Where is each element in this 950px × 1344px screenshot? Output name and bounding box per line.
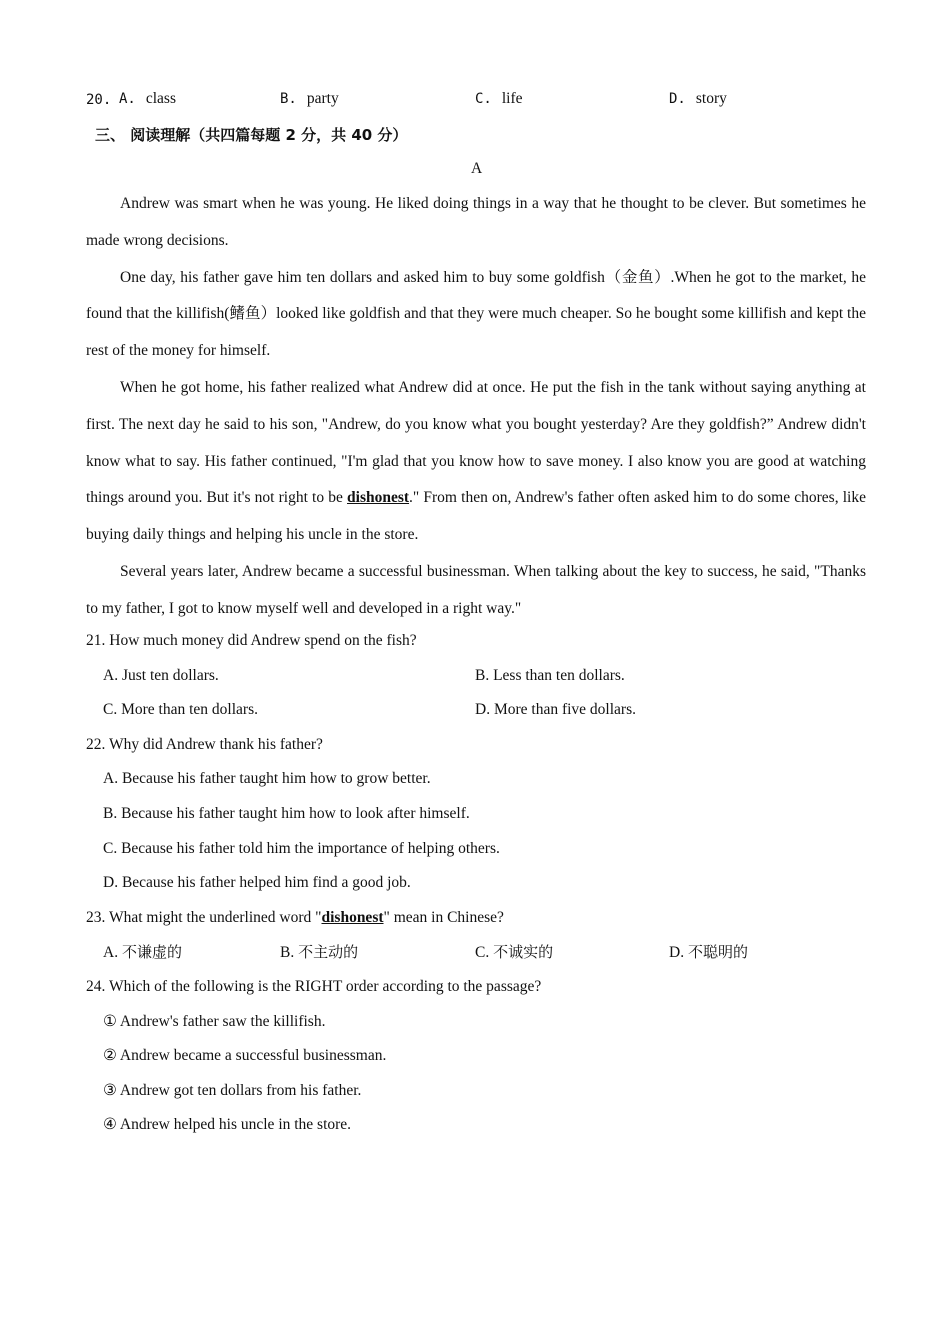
option-b: B. Because his father taught him how to look after himself. (103, 804, 470, 822)
option-c: C. life (475, 90, 523, 107)
order-item-1: ① Andrew's father saw the killifish. (103, 1012, 326, 1030)
option-d: D. story (669, 90, 727, 107)
options-row (86, 693, 866, 728)
order-item-4: ④ Andrew helped his uncle in the store. (103, 1116, 352, 1134)
section-title: 三、 阅读理解（共四篇每题 2 分，共 40 分） (95, 126, 408, 144)
option-b: B. 不主动的 (280, 943, 359, 962)
option-b: B. Less than ten dollars. (475, 666, 625, 684)
reading-passage (86, 186, 866, 628)
question-list (86, 624, 866, 1143)
option-b: B. party (280, 90, 339, 107)
option-c: C. More than ten dollars. (103, 701, 258, 719)
question-22: 22. Why did Andrew thank his father? (86, 735, 323, 753)
option-c: C. Because his father told him the importance of helping others. (103, 839, 500, 857)
passage-paragraph-2: One day, his father gave him ten dollars and asked him to buy some goldfish（金鱼）.When he got to the market, he found that the killifish(鳍鱼）looked like goldfish and that they were much cheaper. So he bought some killifish and kept the rest of the money for himself. (86, 268, 866, 360)
passage-paragraph-3: When he got home, his father realized what Andrew did at once. He put the fish in the tank without saying anything at first. The next day he said to his son, "Andrew, do you know what you bought yesterday? Are they goldfish?” Andrew didn't know what to say. His father continued, "I'm glad that you know how to save money. I also know you are good at watching things around you. But it's not right to be dishonest." From then on, Andrew's father often asked him to do some chores, like buying daily things and helping his uncle in the store. (86, 378, 866, 544)
option-d: D. Because his father helped him find a good job. (103, 874, 411, 892)
order-item-3: ③ Andrew got ten dollars from his father. (103, 1081, 362, 1099)
passage-paragraph-4: Several years later, Andrew became a successful businessman. When talking about the key to success, he said, "Thanks to my father, I got to know myself well and developed in a right way." (86, 562, 866, 617)
question-number: 20. (86, 92, 112, 108)
question-23: 23. What might the underlined word "dishonest" mean in Chinese? (86, 908, 504, 926)
underlined-word: dishonest (347, 489, 410, 507)
option-a: A. Just ten dollars. (103, 666, 219, 684)
passage-paragraph-1: Andrew was smart when he was young. He liked doing things in a way that he thought to be clever. But sometimes he made wrong decisions. (86, 195, 866, 249)
question-24: 24. Which of the following is the RIGHT order according to the passage? (86, 977, 542, 995)
question-21: 21. How much money did Andrew spend on the fish? (86, 632, 417, 649)
option-a: A. 不谦虚的 (103, 943, 182, 962)
underlined-word: dishonest (321, 908, 384, 926)
option-c: C. 不诚实的 (475, 943, 554, 962)
option-d: D. More than five dollars. (475, 701, 636, 719)
options-row (86, 935, 866, 970)
passage-letter: A (471, 160, 483, 177)
order-item-2: ② Andrew became a successful businessman. (103, 1047, 387, 1065)
options-row (86, 659, 866, 694)
question-20 (86, 90, 866, 112)
option-d: D. 不聪明的 (669, 943, 748, 962)
option-a: A. class (119, 90, 176, 107)
option-a: A. Because his father taught him how to grow better. (103, 770, 431, 788)
